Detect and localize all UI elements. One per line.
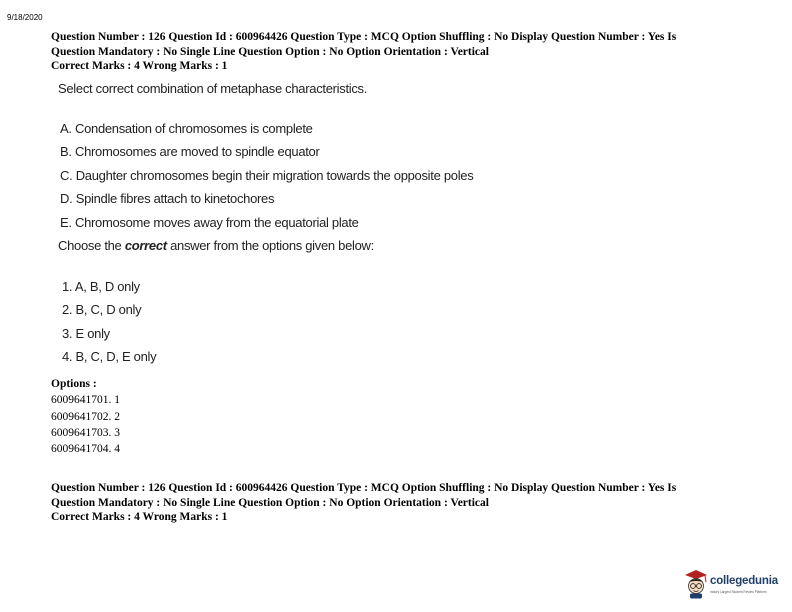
options-block: [51, 376, 120, 457]
answer-choice-1: 1. A, B, D only: [62, 279, 140, 294]
meta-line: Question Number : 126 Question Id : 600964426 Question Type : MCQ Option Shuffling : No Display Question Number : Yes Is: [51, 482, 677, 494]
option-id: 6009641702. 2: [51, 410, 120, 423]
meta-line: Question Number : 126 Question Id : 600964426 Question Type : MCQ Option Shuffling : No Display Question Number : Yes Is: [51, 31, 677, 43]
option-id: 6009641704. 4: [51, 443, 120, 456]
brand-tagline: India's Largest Student Review Platform: [710, 590, 767, 594]
answer-choice-2: 2. B, C, D only: [62, 302, 142, 317]
options-heading: Options :: [51, 378, 97, 390]
statement-b: B. Chromosomes are moved to spindle equator: [60, 144, 320, 159]
print-date: 9/18/2020: [7, 13, 43, 22]
statement-d: D. Spindle fibres attach to kinetochores: [60, 191, 275, 206]
instruction-suffix: answer from the options given below:: [166, 238, 374, 253]
question-meta-bottom: [51, 481, 751, 525]
answer-choice-4: 4. B, C, D, E only: [62, 349, 157, 364]
instruction-emphasis: correct: [124, 238, 167, 253]
option-id: 6009641701. 1: [51, 394, 120, 407]
brand-name: collegedunia: [710, 575, 778, 587]
statement-c: C. Daughter chromosomes begin their migration towards the opposite poles: [60, 168, 474, 183]
question-meta-top: [51, 30, 751, 74]
graduate-mascot-icon: [684, 567, 708, 599]
brand-logo: [684, 567, 784, 603]
statement-e: E. Chromosome moves away from the equatorial plate: [60, 215, 359, 230]
instruction-prefix: Choose the: [58, 238, 125, 253]
meta-line: Question Mandatory : No Single Line Question Option : No Option Orientation : Vertical: [51, 45, 489, 58]
marks-line: Correct Marks : 4 Wrong Marks : 1: [51, 511, 228, 523]
instruction: [58, 238, 374, 253]
statement-a: A. Condensation of chromosomes is complete: [60, 121, 313, 136]
answer-choice-3: 3. E only: [62, 326, 110, 341]
meta-line: Question Mandatory : No Single Line Question Option : No Option Orientation : Vertical: [51, 496, 489, 509]
marks-line: Correct Marks : 4 Wrong Marks : 1: [51, 60, 228, 72]
question-prompt: Select correct combination of metaphase characteristics.: [58, 81, 368, 96]
option-id: 6009641703. 3: [51, 426, 120, 439]
